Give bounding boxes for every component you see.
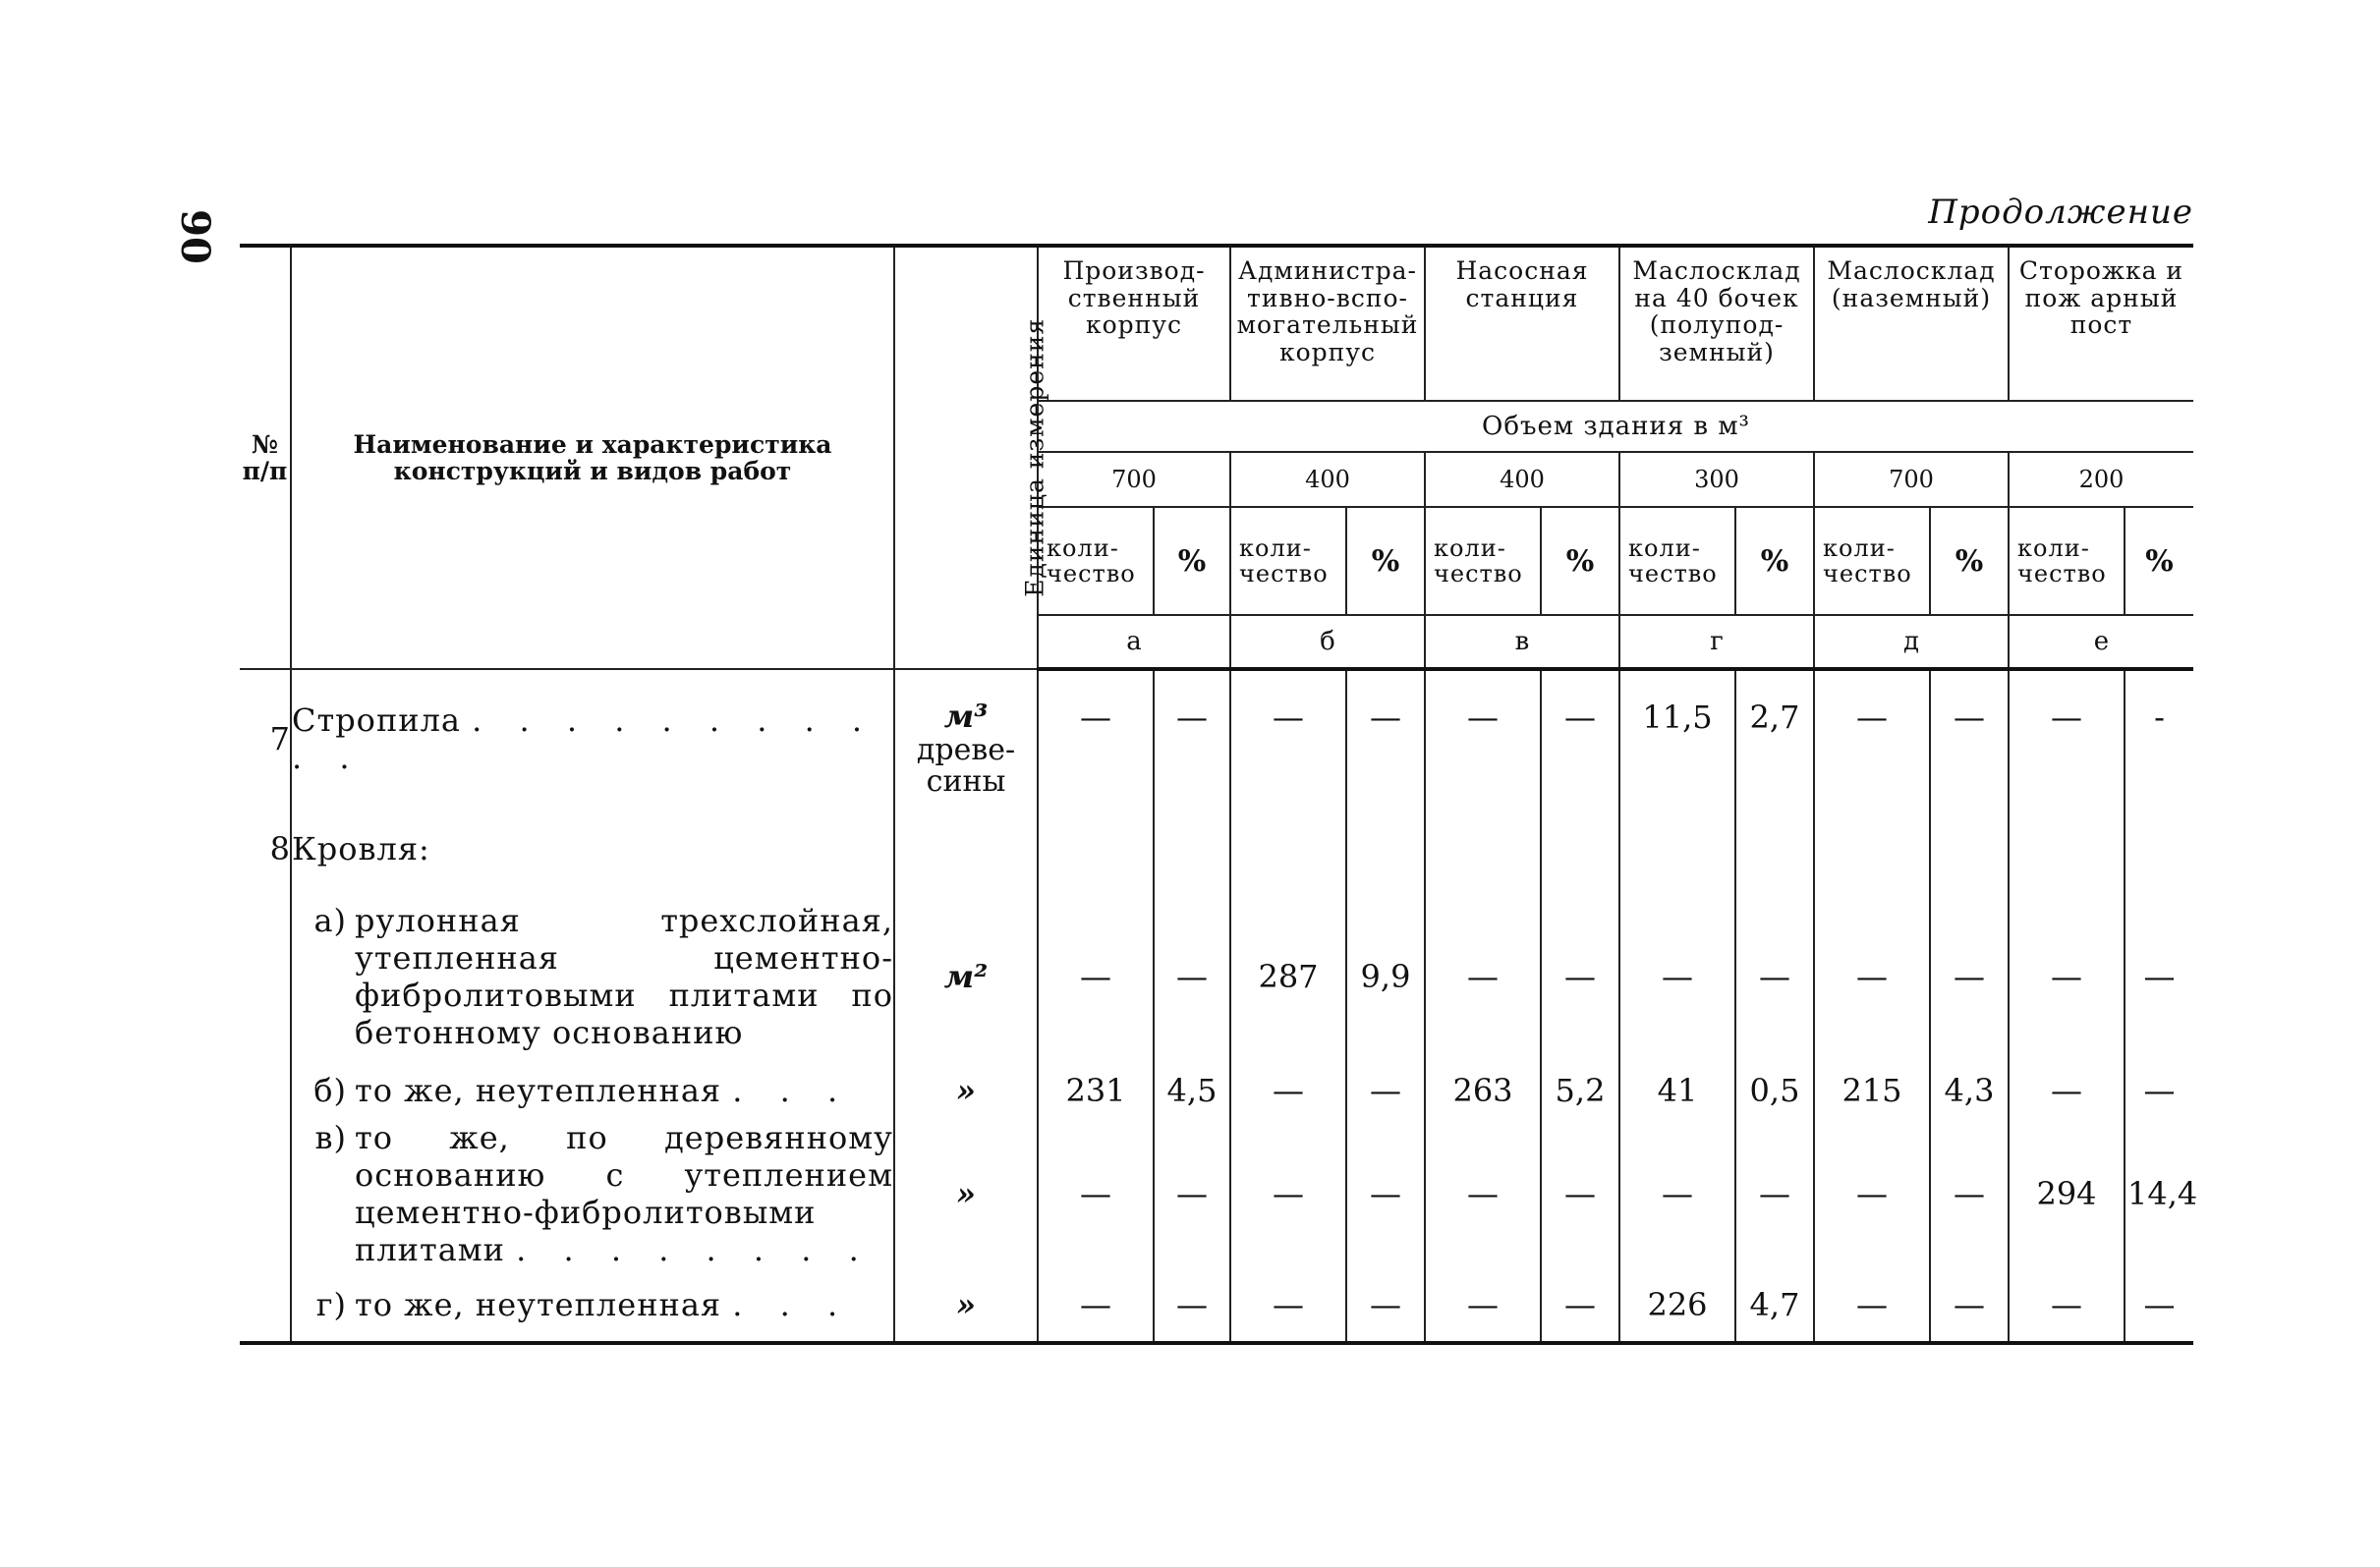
qty-cell: —: [1814, 891, 1930, 1062]
qty-cell: —: [1619, 891, 1735, 1062]
pct-cell: 0,5: [1735, 1062, 1814, 1119]
sub-item-text: [355, 1119, 893, 1268]
qty-cell: —: [1425, 1268, 1541, 1343]
pct-cell: —: [1930, 891, 2009, 1062]
qty-cell: —: [1814, 669, 1930, 807]
pct-cell: —: [1346, 1062, 1425, 1119]
letter-e: е: [2009, 615, 2193, 669]
pct-cell: —: [1154, 1268, 1230, 1343]
qty-cell: 287: [1230, 891, 1346, 1062]
pct-cell: [1735, 807, 1814, 891]
qty-cell: —: [2009, 669, 2125, 807]
qty-cell: —: [1425, 669, 1541, 807]
sub-item-label: в): [314, 1119, 347, 1156]
pct-cell: —: [2125, 1268, 2193, 1343]
sub-item-text: [355, 902, 893, 1051]
header-building-a: Производ- ственный корпус: [1038, 246, 1230, 401]
unit-value: »: [956, 1286, 976, 1323]
pct-cell: —: [1346, 669, 1425, 807]
qty-cell: 41: [1619, 1062, 1735, 1119]
header-pct: %: [1930, 507, 2009, 615]
sub-item-text: [355, 1072, 893, 1109]
sub-item-label: а): [313, 902, 347, 939]
letter-b: б: [1230, 615, 1425, 669]
row-unit: [894, 669, 1038, 807]
pct-cell: 14,4: [2125, 1119, 2193, 1268]
row-number: [240, 1062, 291, 1119]
row-number: [240, 1119, 291, 1268]
table-row: [240, 1062, 2193, 1119]
header-unit: [894, 246, 1049, 669]
pct-cell: —: [1154, 891, 1230, 1062]
leader-dots: . . . . . . . .: [516, 1231, 873, 1268]
qty-cell: [1619, 807, 1735, 891]
row-number: [240, 891, 291, 1062]
header-building-d: Маслосклад (наземный): [1814, 246, 2009, 401]
leader-dots: . . . . . . . . . . .: [292, 700, 877, 776]
header-building-v: Насосная станция: [1425, 246, 1619, 401]
unit-value: »: [956, 1072, 976, 1109]
row-number: 7: [240, 669, 291, 807]
row-name: [291, 891, 894, 1062]
header-building-b: Администра- тивно-вспо- могательный корпус: [1230, 246, 1425, 401]
qty-cell: —: [1230, 1119, 1346, 1268]
qty-cell: 231: [1038, 1062, 1154, 1119]
table-row: [240, 669, 2193, 807]
header-pct: %: [1154, 507, 1230, 615]
page-number: 90: [172, 209, 218, 264]
pct-cell: —: [2125, 1062, 2193, 1119]
unit-extra: древе- сины: [916, 733, 1016, 799]
pct-cell: —: [1541, 1268, 1619, 1343]
row-number: 8: [240, 807, 291, 891]
header-pct: %: [1541, 507, 1619, 615]
pct-cell: -: [2125, 669, 2193, 807]
sub-item: [292, 1072, 893, 1109]
qty-cell: —: [1425, 891, 1541, 1062]
pct-cell: 4,7: [1735, 1268, 1814, 1343]
letter-v: в: [1425, 615, 1619, 669]
header-pct: %: [1735, 507, 1814, 615]
qty-cell: —: [1814, 1268, 1930, 1343]
pct-cell: 2,7: [1735, 669, 1814, 807]
header-name: Наименование и характеристика конструкций и видов работ: [291, 246, 894, 669]
pct-cell: —: [1735, 1119, 1814, 1268]
leader-dots: . . .: [732, 1072, 852, 1109]
pct-cell: [1541, 807, 1619, 891]
qty-cell: —: [1230, 1062, 1346, 1119]
leader-dots: . . .: [732, 1286, 852, 1323]
pct-cell: —: [1346, 1119, 1425, 1268]
header-qty: коли- чество: [1814, 507, 1930, 615]
sub-item-text: [355, 1286, 893, 1323]
sub-item: [292, 1119, 893, 1268]
header-building-g: Маслосклад на 40 бочек (полупод- земный): [1619, 246, 1814, 401]
volume-b: 400: [1230, 452, 1425, 507]
row-title: Стропила: [292, 700, 461, 739]
volume-d: 700: [1814, 452, 2009, 507]
works-table: [240, 244, 2198, 1345]
pct-cell: —: [2125, 891, 2193, 1062]
letter-g: г: [1619, 615, 1814, 669]
header-qty: коли- чество: [1230, 507, 1346, 615]
qty-cell: —: [1814, 1119, 1930, 1268]
header-unit-label: Единица измерения: [1020, 318, 1049, 597]
volume-v: 400: [1425, 452, 1619, 507]
unit-value: »: [956, 1175, 976, 1212]
qty-cell: —: [1425, 1119, 1541, 1268]
pct-cell: —: [1154, 1119, 1230, 1268]
qty-cell: 294: [2009, 1119, 2125, 1268]
pct-cell: —: [1154, 669, 1230, 807]
letter-a: а: [1038, 615, 1230, 669]
qty-cell: —: [1230, 669, 1346, 807]
sub-item-label: г): [315, 1286, 347, 1323]
qty-cell: —: [1038, 669, 1154, 807]
qty-cell: [1230, 807, 1346, 891]
pct-cell: —: [1541, 1119, 1619, 1268]
qty-cell: —: [1230, 1268, 1346, 1343]
header-qty: коли- чество: [1425, 507, 1541, 615]
pct-cell: —: [1735, 891, 1814, 1062]
qty-cell: [1038, 807, 1154, 891]
letter-d: д: [1814, 615, 2009, 669]
table-row: [240, 807, 2193, 891]
qty-cell: 215: [1814, 1062, 1930, 1119]
volume-a: 700: [1038, 452, 1230, 507]
pct-cell: [1346, 807, 1425, 891]
row-title: Кровля:: [292, 830, 430, 867]
qty-cell: —: [1038, 1119, 1154, 1268]
pct-cell: —: [1930, 1119, 2009, 1268]
header-qty: коли- чество: [1619, 507, 1735, 615]
row-name: [291, 807, 894, 891]
pct-cell: —: [1930, 669, 2009, 807]
pct-cell: —: [1346, 1268, 1425, 1343]
header-qty: коли- чество: [1038, 507, 1154, 615]
pct-cell: 9,9: [1346, 891, 1425, 1062]
sub-item-description: то же, по деревянному основанию с утеплением цементно-фибролитовыми плитами: [355, 1119, 893, 1268]
row-name: [291, 669, 894, 807]
volume-g: 300: [1619, 452, 1814, 507]
header-building-e: Сторожка и пож арный пост: [2009, 246, 2193, 401]
qty-cell: 226: [1619, 1268, 1735, 1343]
header-number: № п/п: [240, 246, 291, 669]
table-row: [240, 1268, 2193, 1343]
pct-cell: 5,2: [1541, 1062, 1619, 1119]
row-unit: [894, 1119, 1038, 1268]
pct-cell: —: [1541, 891, 1619, 1062]
qty-cell: —: [2009, 1268, 2125, 1343]
unit-value: м³: [943, 698, 989, 735]
table-row: [240, 891, 2193, 1062]
pct-cell: [2125, 807, 2193, 891]
pct-cell: —: [1930, 1268, 2009, 1343]
sub-item: [292, 902, 893, 1051]
continuation-label: Продолжение: [1928, 193, 2193, 232]
row-name: [291, 1119, 894, 1268]
volume-e: 200: [2009, 452, 2193, 507]
sub-item-description: то же, неутепленная: [355, 1286, 722, 1323]
row-name: [291, 1268, 894, 1343]
pct-cell: 4,5: [1154, 1062, 1230, 1119]
qty-cell: —: [1619, 1119, 1735, 1268]
sub-item: [292, 1286, 893, 1323]
pct-cell: —: [1541, 669, 1619, 807]
qty-cell: —: [1038, 891, 1154, 1062]
pct-cell: [1930, 807, 2009, 891]
row-unit: [894, 807, 1038, 891]
row-number: [240, 1268, 291, 1343]
table-row: [240, 1119, 2193, 1268]
qty-cell: [1814, 807, 1930, 891]
header-volume: Объем здания в м³: [1038, 401, 2193, 452]
sub-item-label: б): [313, 1072, 347, 1109]
header-pct: %: [1346, 507, 1425, 615]
unit-value: м²: [943, 958, 989, 995]
qty-cell: 263: [1425, 1062, 1541, 1119]
pct-cell: [1154, 807, 1230, 891]
header-qty: коли- чество: [2009, 507, 2125, 615]
sub-item-description: то же, неутепленная: [355, 1072, 722, 1109]
table-body: [240, 669, 2198, 1343]
pct-cell: 4,3: [1930, 1062, 2009, 1119]
qty-cell: —: [2009, 1062, 2125, 1119]
qty-cell: —: [2009, 891, 2125, 1062]
row-unit: [894, 1062, 1038, 1119]
row-unit: [894, 891, 1038, 1062]
header-pct: %: [2125, 507, 2193, 615]
row-name: [291, 1062, 894, 1119]
row-unit: [894, 1268, 1038, 1343]
qty-cell: [1425, 807, 1541, 891]
qty-cell: 11,5: [1619, 669, 1735, 807]
sub-item-description: рулонная трехслойная, утепленная цементно-фибролитовыми плитами по бетонному основанию: [355, 902, 893, 1051]
qty-cell: [2009, 807, 2125, 891]
qty-cell: —: [1038, 1268, 1154, 1343]
